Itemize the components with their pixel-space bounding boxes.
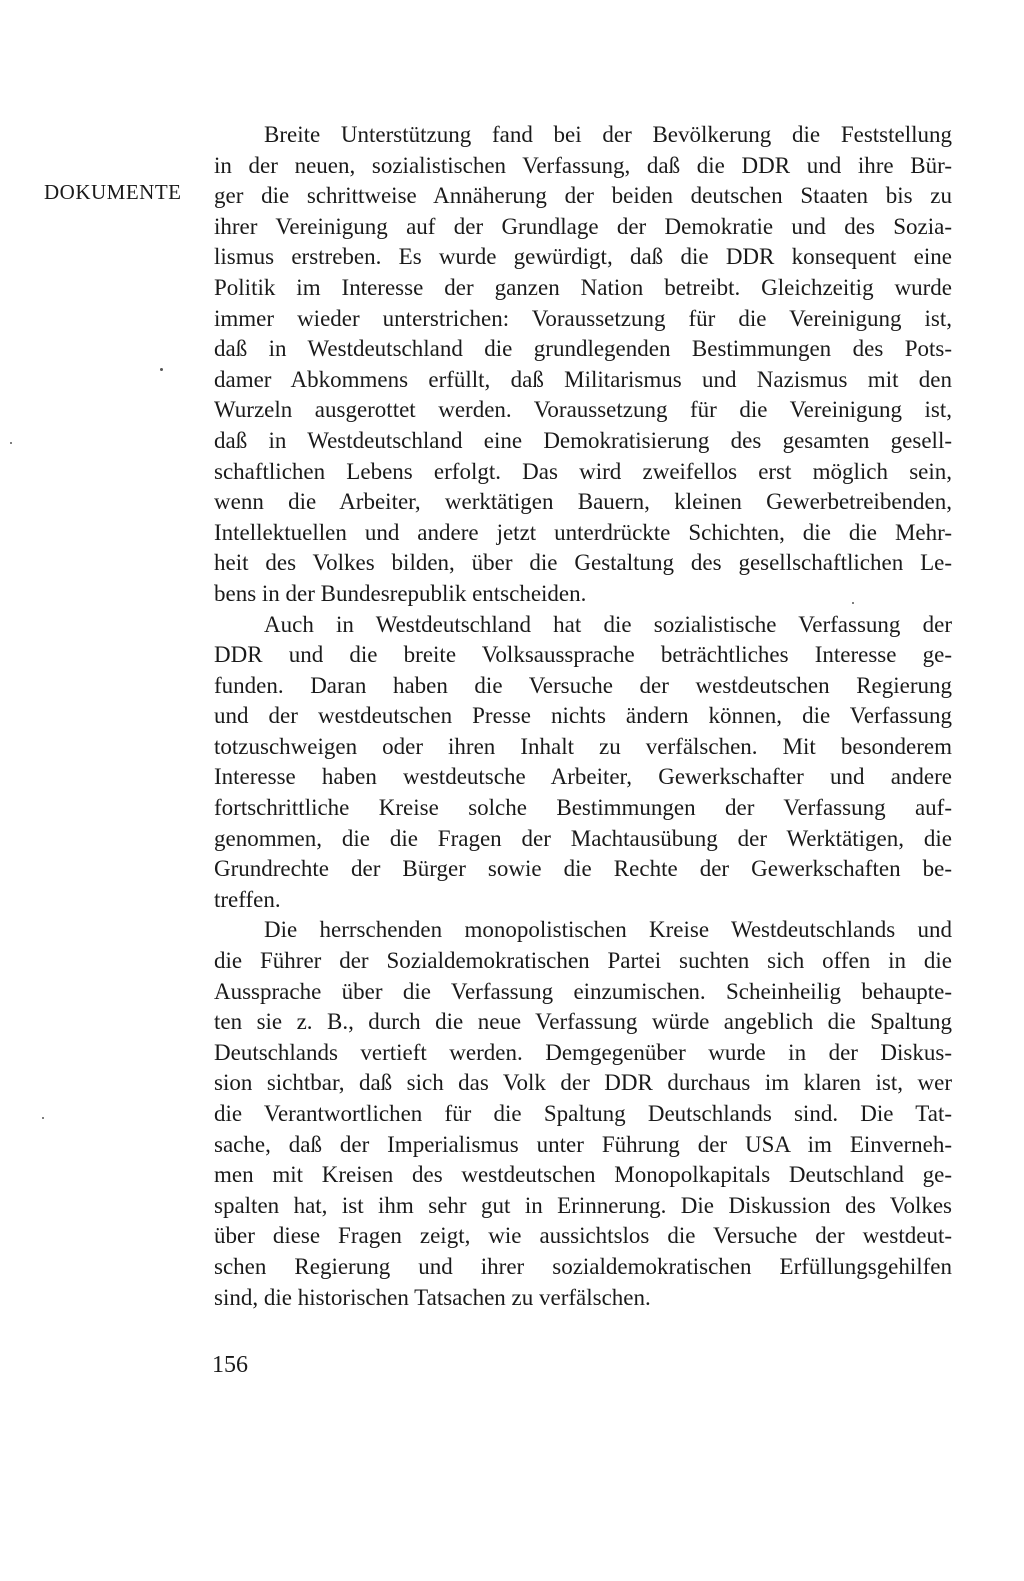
text-line: ger die schrittweise Annäherung der beiden deutschen Staaten bis zu	[214, 183, 952, 209]
margin-section-label: DOKUMENTE	[44, 180, 182, 204]
text-line: Grundrechte der Bürger sowie die Rechte der Gewerkschaften be-	[214, 856, 952, 882]
text-line: sion sichtbar, daß sich das Volk der DDR durchaus im klaren ist, wer	[214, 1070, 952, 1096]
text-line: Politik im Interesse der ganzen Nation betreibt. Gleichzeitig wurde	[214, 274, 952, 300]
scan-speck	[10, 442, 12, 444]
text-line: DDR und die breite Volksaussprache beträchtliches Interesse ge-	[214, 642, 952, 668]
text-line: Wurzeln ausgerottet werden. Voraussetzung für die Vereinigung ist,	[214, 397, 952, 423]
page-number: 156	[212, 1352, 248, 1378]
text-line: daß in Westdeutschland eine Demokratisierung des gesamten gesell-	[214, 427, 952, 453]
scan-speck	[42, 1117, 44, 1119]
text-line: Deutschlands vertieft werden. Demgegenüber wurde in der Diskus-	[214, 1039, 952, 1065]
text-line: immer wieder unterstrichen: Voraussetzung für die Vereinigung ist,	[214, 305, 952, 331]
text-line: und der westdeutschen Presse nichts ändern können, die Verfassung	[214, 703, 952, 729]
text-line: ten sie z. B., durch die neue Verfassung würde angeblich die Spaltung	[214, 1009, 952, 1035]
text-line: genommen, die die Fragen der Machtausübung der Werktätigen, die	[214, 825, 952, 851]
text-line: totzuschweigen oder ihren Inhalt zu verfälschen. Mit besonderem	[214, 733, 952, 759]
text-line: wenn die Arbeiter, werktätigen Bauern, kleinen Gewerbetreibenden,	[214, 489, 952, 515]
text-line: Breite Unterstützung fand bei der Bevölkerung die Feststellung	[264, 122, 952, 147]
text-line: heit des Volkes bilden, über die Gestaltung des gesellschaftlichen Le-	[214, 550, 952, 576]
text-line: treffen.	[214, 886, 281, 912]
text-line: schaftlichen Lebens erfolgt. Das wird zweifellos erst möglich sein,	[214, 458, 952, 484]
text-line: spalten hat, ist ihm sehr gut in Erinnerung. Die Diskussion des Volkes	[214, 1192, 952, 1218]
text-line: Interesse haben westdeutsche Arbeiter, Gewerkschafter und andere	[214, 764, 952, 790]
text-line: funden. Daran haben die Versuche der westdeutschen Regierung	[214, 672, 952, 698]
text-line: Intellektuellen und andere jetzt unterdrückte Schichten, die die Mehr-	[214, 519, 952, 545]
text-line: Die herrschenden monopolistischen Kreise Westdeutschlands und	[264, 917, 952, 943]
text-line: die Führer der Sozialdemokratischen Partei suchten sich offen in die	[214, 948, 952, 974]
text-line: schen Regierung und ihrer sozialdemokratischen Erfüllungsgehilfen	[214, 1253, 952, 1279]
body-text	[214, 120, 952, 1313]
text-line: Aussprache über die Verfassung einzumischen. Scheinheilig behaupte-	[214, 978, 952, 1004]
text-line: sind, die historischen Tatsachen zu verfälschen.	[214, 1284, 651, 1310]
scan-speck	[160, 368, 163, 371]
text-line: die Verantwortlichen für die Spaltung Deutschlands sind. Die Tat-	[214, 1101, 952, 1126]
text-line: Auch in Westdeutschland hat die sozialistische Verfassung der	[264, 611, 952, 637]
text-line: damer Abkommens erfüllt, daß Militarismus und Nazismus mit den	[214, 366, 952, 392]
text-line: ihrer Vereinigung auf der Grundlage der Demokratie und des Sozia-	[214, 213, 952, 239]
text-line: lismus erstreben. Es wurde gewürdigt, daß die DDR konsequent eine	[214, 244, 952, 270]
text-line: bens in der Bundesrepublik entscheiden.	[214, 580, 587, 606]
scan-speck	[852, 602, 854, 604]
text-line: men mit Kreisen des westdeutschen Monopolkapitals Deutschland ge-	[214, 1162, 952, 1188]
text-line: daß in Westdeutschland die grundlegenden Bestimmungen des Pots-	[214, 336, 952, 362]
text-line: sache, daß der Imperialismus unter Führung der USA im Einverneh-	[214, 1131, 952, 1157]
text-line: über diese Fragen zeigt, wie aussichtslos die Versuche der westdeut-	[214, 1223, 952, 1249]
text-line: in der neuen, sozialistischen Verfassung, daß die DDR und ihre Bür-	[214, 152, 952, 178]
text-line: fortschrittliche Kreise solche Bestimmungen der Verfassung auf-	[214, 795, 952, 821]
